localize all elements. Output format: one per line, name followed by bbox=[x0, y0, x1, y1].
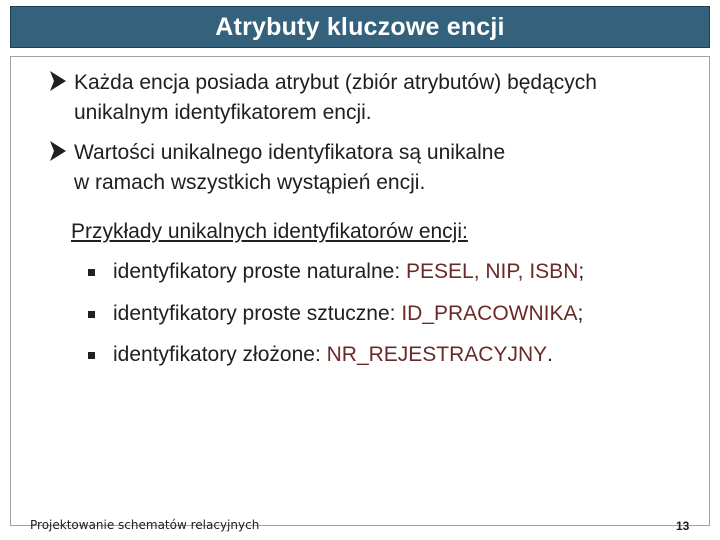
bullet-text bbox=[74, 68, 684, 128]
square-bullet-icon bbox=[88, 352, 95, 359]
square-bullet-icon bbox=[88, 269, 95, 276]
example-suffix: ; bbox=[577, 302, 584, 325]
example-prefix: identyfikatory proste naturalne: bbox=[113, 260, 406, 283]
example-prefix: identyfikatory proste sztuczne: bbox=[113, 302, 402, 325]
bullet-line: w ramach wszystkich wystąpień encji. bbox=[74, 171, 426, 194]
example-item bbox=[88, 343, 553, 367]
bullet-text bbox=[74, 138, 684, 198]
example-suffix: . bbox=[547, 343, 553, 366]
bullet-item bbox=[47, 138, 684, 198]
bullet-line: unikalnym identyfikatorem encji. bbox=[74, 101, 372, 124]
bullet-line: Wartości unikalnego identyfikatora są unikalne bbox=[74, 141, 506, 164]
slide-title: Atrybuty kluczowe encji bbox=[215, 12, 505, 41]
square-bullet-icon bbox=[88, 311, 95, 318]
arrow-right-icon bbox=[47, 68, 69, 94]
example-item bbox=[88, 260, 584, 284]
bullet-item bbox=[47, 68, 684, 128]
example-value: ID_PRACOWNIKA bbox=[401, 302, 578, 325]
example-value: NR_REJESTRACYJNY bbox=[326, 343, 548, 366]
slide-title-bar bbox=[10, 6, 710, 48]
example-prefix: identyfikatory złożone: bbox=[113, 343, 327, 366]
bullet-line: Każda encja posiada atrybut (zbiór atrybutów) będących bbox=[74, 71, 597, 94]
page-number: 13 bbox=[676, 519, 690, 533]
example-value: PESEL, NIP, ISBN bbox=[406, 260, 579, 283]
arrow-right-icon bbox=[47, 138, 69, 164]
footer-text: Projektowanie schematów relacyjnych bbox=[30, 518, 260, 532]
example-suffix: ; bbox=[578, 260, 585, 283]
examples-heading: Przykłady unikalnych identyfikatorów encji: bbox=[71, 220, 468, 243]
example-item bbox=[88, 302, 583, 326]
